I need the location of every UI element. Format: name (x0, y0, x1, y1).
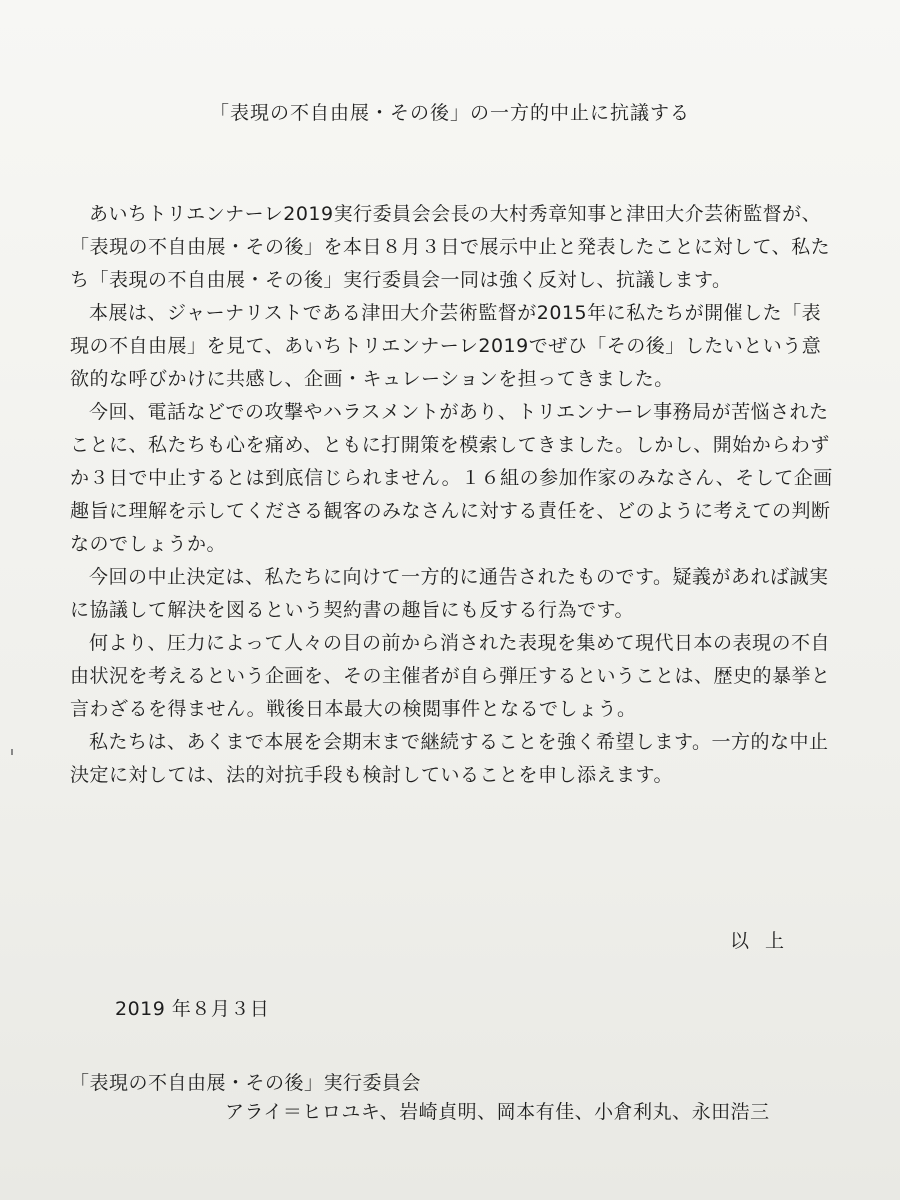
document-body (70, 198, 835, 792)
paragraph-4: 今回の中止決定は、私たちに向けて一方的に通告されたものです。疑義があれば誠実に協議して解決を図るという契約書の趣旨にも反する行為です。 (70, 566, 829, 621)
committee-name: 「表現の不自由展・その後」実行委員会 (70, 1072, 422, 1094)
paragraph-6: 私たちは、あくまで本展を会期末まで継続することを強く希望します。一方的な中止決定に対しては、法的対抗手段も検討していることを申し添えます。 (70, 731, 829, 786)
committee-members: アライ＝ヒロユキ、岩崎貞明、岡本有佳、小倉利丸、永田浩三 (225, 1101, 770, 1123)
margin-mark (11, 749, 13, 755)
paragraph-3: 今回、電話などでの攻撃やハラスメントがあり、トリエンナーレ事務局が苦悩されたことに、私たちも心を痛め、ともに打開策を模索してきました。しかし、開始からわずか３日で中止するとは到底信じられません。１６組の参加作家のみなさん、そして企画趣旨に理解を示してくださる観客のみなさんに対する責任を、どのように考えての判断なのでしょうか。 (70, 401, 833, 555)
paragraph-5: 何より、圧力によって人々の目の前から消された表現を集めて現代日本の表現の不自由状況を考えるという企画を、その主催者が自ら弾圧するということは、歴史的暴挙と言わざるを得ません。戦後日本最大の検閲事件となるでしょう。 (70, 632, 831, 720)
paragraph-2: 本展は、ジャーナリストである津田大介芸術監督が2015年に私たちが開催した「表現の不自由展」を見て、あいちトリエンナーレ2019でぜひ「その後」したいという意欲的な呼びかけに共感し、企画・キュレーションを担ってきました。 (70, 302, 822, 390)
document-date: 2019 年８月３日 (115, 998, 270, 1020)
closing-mark: 以上 (729, 930, 800, 952)
document-title: 「表現の不自由展・その後」の一方的中止に抗議する (209, 102, 690, 124)
paragraph-1: あいちトリエンナーレ2019実行委員会会長の大村秀章知事と津田大介芸術監督が、「表現の不自由展・その後」を本日８月３日で展示中止と発表したことに対して、私たち「表現の不自由展・その後」実行委員会一同は強く反対し、抗議します。 (70, 203, 831, 291)
